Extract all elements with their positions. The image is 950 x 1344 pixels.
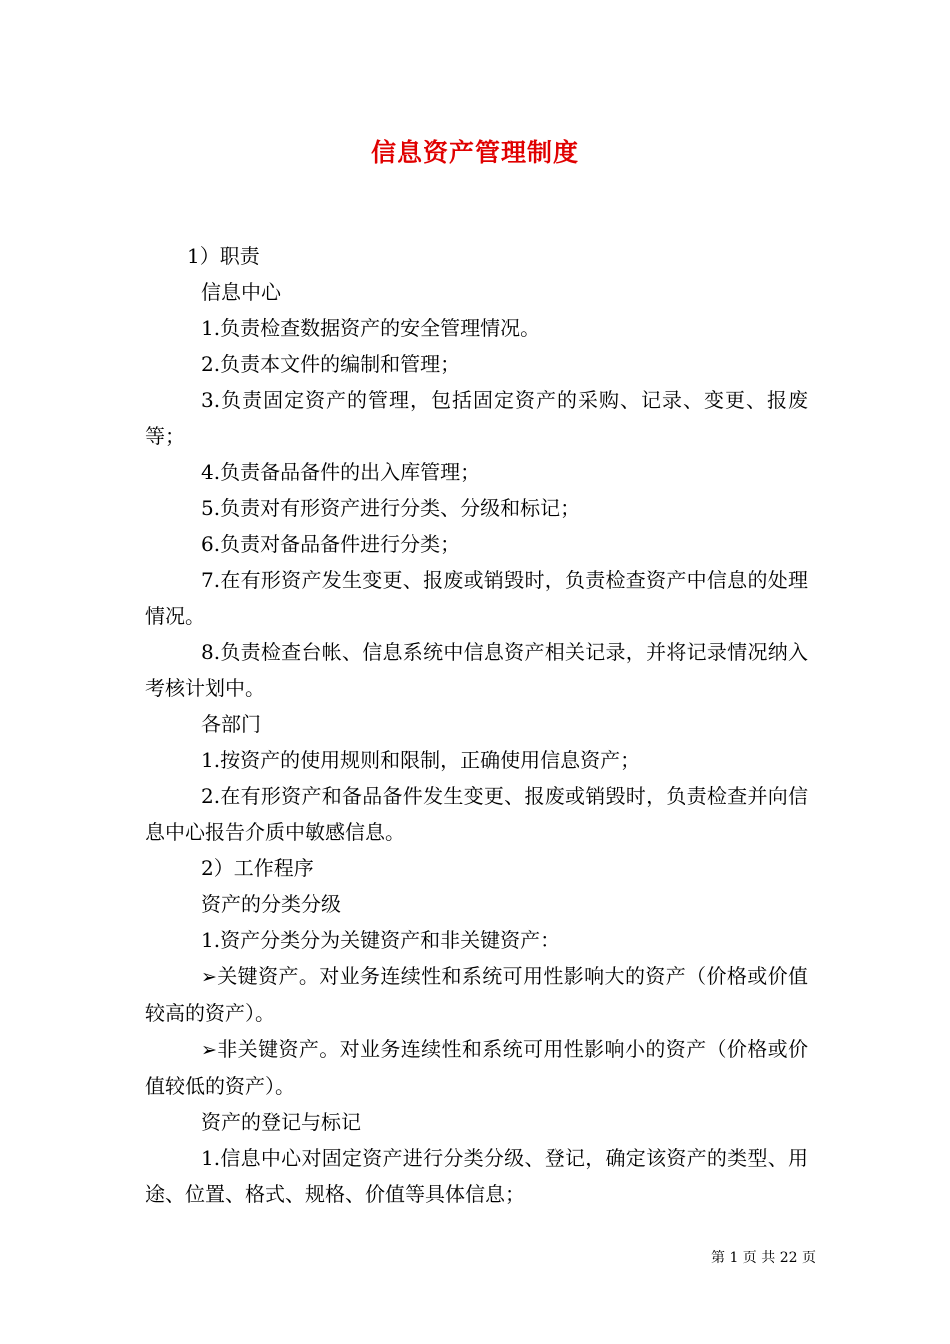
subheading-classification: 资产的分类分级 [201,892,341,916]
paragraph: 2.负责本文件的编制和管理； [201,352,461,376]
subheading-departments: 各部门 [201,712,261,736]
subheading-info-center: 信息中心 [201,280,281,304]
paragraph: 2.在有形资产和备品备件发生变更、报废或销毁时，负责检查并向信息中心报告介质中敏感信息。 [145,784,808,844]
section-heading-procedure: 2）工作程序 [201,856,314,880]
paragraph: 7.在有形资产发生变更、报废或销毁时，负责检查资产中信息的处理情况。 [145,568,808,628]
bullet-text: 关键资产。对业务连续性和系统可用性影响大的资产（价格或价值较高的资产）。 [145,964,808,1025]
paragraph: 4.负责备品备件的出入库管理； [201,460,481,484]
section-heading-duties: 1）职责 [187,244,260,268]
bullet-item [145,1031,808,1104]
paragraph: 5.负责对有形资产进行分类、分级和标记； [201,496,581,520]
arrow-bullet-icon: ➢ [201,1039,217,1061]
paragraph: 6.负责对备品备件进行分类； [201,532,461,556]
paragraph: 1.按资产的使用规则和限制，正确使用信息资产； [201,748,641,772]
paragraph: 1.资产分类分为关键资产和非关键资产： [201,928,561,952]
paragraph: 1.信息中心对固定资产进行分类分级、登记，确定该资产的类型、用途、位置、格式、规格、价值等具体信息； [145,1146,808,1206]
bullet-item [145,958,808,1031]
document-body [145,238,808,1212]
page-number-footer: 第 1 页 共 22 页 [711,1250,816,1266]
document-title: 信息资产管理制度 [370,138,579,167]
paragraph: 1.负责检查数据资产的安全管理情况。 [201,316,541,340]
paragraph: 8.负责检查台帐、信息系统中信息资产相关记录，并将记录情况纳入考核计划中。 [145,640,808,700]
subheading-registration: 资产的登记与标记 [201,1110,361,1134]
paragraph: 3.负责固定资产的管理，包括固定资产的采购、记录、变更、报废等； [145,388,808,448]
bullet-text: 非关键资产。对业务连续性和系统可用性影响小的资产（价格或价值较低的资产）。 [145,1037,808,1098]
arrow-bullet-icon: ➢ [201,966,217,988]
